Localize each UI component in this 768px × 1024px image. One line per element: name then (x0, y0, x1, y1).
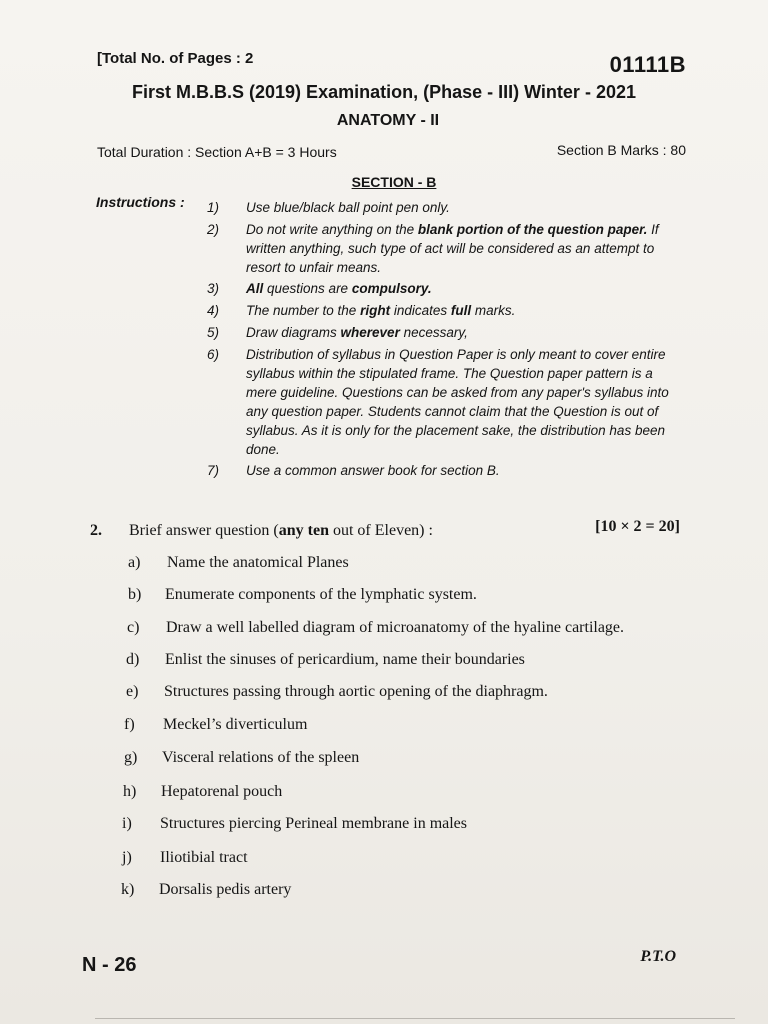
instruction-segment: Do not write anything on the (246, 222, 418, 237)
sub-question-text: Enlist the sinuses of pericardium, name their boundaries (165, 651, 525, 668)
exam-title: First M.B.B.S (2019) Examination, (Phase - III) Winter - 2021 (132, 82, 636, 102)
instruction-emphasis: wherever (340, 325, 400, 340)
sub-question-item (0, 619, 768, 643)
sub-question-item (0, 749, 768, 773)
instruction-segment: questions are (263, 281, 352, 296)
instruction-item (207, 301, 687, 321)
instruction-number: 4) (207, 303, 220, 318)
sub-question-letter: f) (124, 716, 135, 733)
pto-label: P.T.O (640, 948, 676, 965)
instruction-text (246, 198, 686, 217)
sub-question-text: Visceral relations of the spleen (162, 749, 360, 766)
sub-question-letter: j) (122, 849, 132, 866)
instruction-item (207, 198, 687, 218)
instruction-emphasis: right (360, 303, 391, 318)
sub-question-item (0, 881, 768, 905)
instruction-text (246, 279, 686, 298)
instruction-text (246, 323, 686, 342)
instruction-item (207, 323, 687, 343)
sub-question-text: Hepatorenal pouch (161, 783, 283, 800)
sub-question-item (0, 849, 768, 873)
instruction-number: 5) (207, 325, 220, 340)
instruction-segment: If written anything, such type of act will be considered as an attempt to resort to unfair means. (246, 222, 659, 275)
sub-question-text: Meckel’s diverticulum (163, 716, 308, 733)
instruction-segment: The number to the (246, 303, 361, 318)
sub-question-letter: g) (124, 749, 138, 766)
instruction-number: 6) (207, 347, 220, 362)
instruction-number: 3) (207, 281, 220, 296)
instruction-segment: marks. (471, 303, 516, 318)
question-text-after: out of Eleven) : (328, 522, 433, 539)
sub-question-text: Structures passing through aortic opening of the diaphragm. (164, 683, 548, 700)
sub-question-text: Name the anatomical Planes (167, 554, 349, 571)
instruction-item (207, 279, 687, 299)
sub-question-item (0, 815, 768, 839)
sub-question-letter: k) (121, 881, 135, 898)
instruction-text (246, 461, 686, 480)
instruction-text (246, 345, 686, 459)
instruction-segment: Use a common answer book for section B. (246, 463, 500, 478)
sub-question-item (0, 554, 768, 578)
question-number: 2. (90, 522, 102, 539)
page-code: N - 26 (82, 954, 137, 976)
sub-question-item (0, 783, 768, 807)
instruction-segment: Draw diagrams (246, 325, 341, 340)
sub-question-text: Draw a well labelled diagram of microanatomy of the hyaline cartilage. (166, 619, 625, 636)
instruction-emphasis: blank portion of the question paper. (417, 222, 648, 237)
sub-question-letter: b) (128, 586, 142, 603)
instruction-segment: indicates (390, 303, 451, 318)
instruction-item (207, 461, 687, 481)
sub-question-item (0, 683, 768, 707)
sub-question-letter: d) (126, 651, 140, 668)
page-edge-rule (95, 1018, 735, 1019)
instruction-text (246, 220, 686, 277)
instruction-number: 2) (207, 222, 220, 237)
question-text-bold: any ten (278, 522, 329, 539)
section-marks: Section B Marks : 80 (556, 142, 686, 158)
sub-question-letter: e) (126, 683, 139, 700)
paper-code: 01111B (609, 52, 686, 77)
sub-question-item (0, 651, 768, 675)
section-heading: SECTION - B (351, 174, 437, 190)
instruction-segment: Use blue/black ball point pen only. (246, 200, 450, 215)
sub-question-letter: i) (122, 815, 132, 832)
question-marks: [10 × 2 = 20] (595, 518, 680, 535)
sub-question-letter: c) (127, 619, 140, 636)
instruction-number: 7) (207, 463, 220, 478)
instruction-emphasis: compulsory. (351, 281, 432, 296)
instructions-label: Instructions : (96, 194, 185, 210)
sub-question-item (0, 586, 768, 610)
instruction-segment: Distribution of syllabus in Question Paper is only meant to cover entire syllabus within the stipulated frame. The Question paper pattern is a mere guideline. Questions can be asked from any paper's syllabus into any question paper. Students cannot claim that the Question is out of syllabus. As it is only for the placement sake, the distribution has been done. (246, 347, 669, 457)
sub-question-text: Iliotibial tract (160, 849, 248, 866)
sub-question-text: Dorsalis pedis artery (159, 881, 292, 898)
instruction-emphasis: full (450, 303, 472, 318)
sub-question-letter: a) (128, 554, 141, 571)
question-text-before: Brief answer question ( (129, 522, 279, 539)
subject-title: ANATOMY - II (336, 112, 440, 129)
sub-question-text: Structures piercing Perineal membrane in males (160, 815, 468, 832)
total-duration: Total Duration : Section A+B = 3 Hours (97, 144, 337, 160)
sub-question-letter: h) (123, 783, 137, 800)
instruction-number: 1) (207, 200, 220, 215)
total-pages-label: [Total No. of Pages : 2 (97, 50, 254, 67)
instruction-emphasis: All (246, 281, 264, 296)
instruction-item (207, 345, 687, 461)
sub-question-item (0, 716, 768, 740)
instruction-item (207, 220, 687, 280)
instruction-segment: necessary, (399, 325, 468, 340)
question-heading (129, 522, 433, 540)
sub-question-text: Enumerate components of the lymphatic system. (165, 586, 477, 603)
instruction-text (246, 301, 686, 320)
